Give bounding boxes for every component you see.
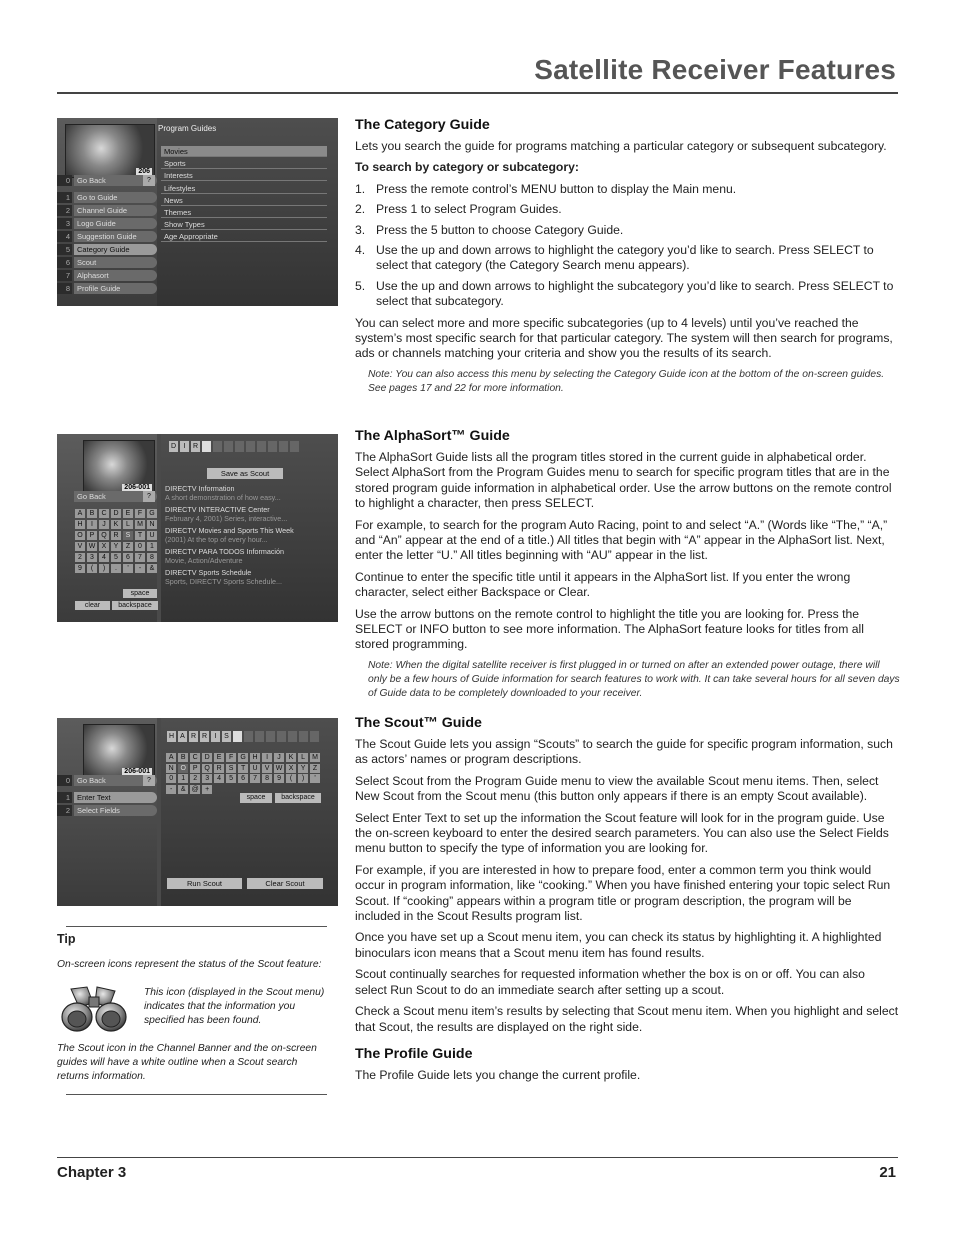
help-button[interactable]: ?	[143, 491, 155, 502]
keyboard-key[interactable]: C	[190, 753, 200, 762]
profile-p1: The Profile Guide lets you change the current profile.	[355, 1067, 641, 1082]
step-item	[355, 202, 900, 217]
menu-label: Scout	[74, 257, 157, 268]
scout-screenshot	[57, 718, 338, 906]
keyboard-key[interactable]: .	[111, 564, 121, 573]
menu-label: Go Back	[74, 175, 157, 186]
entry-slot	[202, 441, 211, 452]
entry-char: R	[190, 733, 197, 740]
category-list-item[interactable]: News	[161, 195, 327, 206]
keyboard-key[interactable]: &	[147, 564, 157, 573]
page-number: 21	[879, 1164, 896, 1181]
keyboard-key[interactable]: 1	[178, 774, 188, 783]
entry-slot	[235, 441, 244, 452]
tip-icon-text: This icon (displayed in the Scout menu) indicates that the information you specified has been found.	[144, 987, 325, 1026]
keyboard-key[interactable]: 9	[75, 564, 85, 573]
entry-slot	[255, 731, 264, 742]
tip-top-rule	[66, 926, 327, 927]
keyboard-key[interactable]: U	[147, 531, 157, 540]
keyboard-key[interactable]: P	[87, 531, 97, 540]
entry-char: R	[201, 733, 208, 740]
menu-label: Suggestion Guide	[74, 231, 157, 242]
scout-p7: Check a Scout menu item’s results by selecting that Scout menu item. When you highlight and select that Scout, the results are displayed on the right side.	[355, 1004, 899, 1034]
tv-thumbnail	[65, 124, 155, 178]
scout-p5: Once you have set up a Scout menu item, you can check its status by highlighting it. A highlighted binoculars icon means that a Scout menu item has found results.	[355, 930, 882, 960]
menu-label: Go Back	[74, 775, 157, 786]
menu-num: 1	[57, 192, 72, 203]
menu-item[interactable]	[57, 257, 157, 268]
keyboard-key[interactable]: 8	[262, 774, 272, 783]
result-title: DIRECTV PARA TODOS Información	[165, 547, 285, 556]
category-section	[355, 116, 900, 402]
keyboard-key[interactable]: I	[87, 520, 97, 529]
alphasort-p1: The AlphaSort Guide lists all the program titles stored in the current guide in alphabetical order. Select AlphaSort from the Program Guides menu to search for specific program titles that are in the stored program guide information in alphabetical order. Use the arrow buttons on the remote control to highlight a character, then press SELECT.	[355, 450, 892, 511]
keyboard-key[interactable]: K	[111, 520, 121, 529]
keyboard-key[interactable]: 4	[99, 553, 109, 562]
keyboard-key[interactable]: )	[298, 774, 308, 783]
keyboard-key[interactable]: B	[178, 753, 188, 762]
channel-number: 206-001	[124, 484, 150, 491]
keyboard-key[interactable]: 9	[274, 774, 284, 783]
keyboard-key[interactable]: E	[214, 753, 224, 762]
result-title: DIRECTV INTERACTIVE Center	[165, 505, 270, 514]
menu-num: 6	[57, 257, 72, 268]
clear-scout-button[interactable]: Clear Scout	[247, 878, 323, 889]
keyboard-key[interactable]: J	[274, 753, 284, 762]
screen-title: Program Guides	[158, 124, 217, 133]
keyboard-key[interactable]: 5	[111, 553, 121, 562]
menu-label: Profile Guide	[74, 283, 157, 294]
keyboard-key[interactable]: (	[87, 564, 97, 573]
menu-item[interactable]	[57, 205, 157, 216]
step-num: 4.	[355, 243, 366, 258]
menu-num: 2	[57, 805, 72, 816]
menu-item[interactable]	[57, 792, 157, 803]
menu-item[interactable]	[57, 270, 157, 281]
keyboard-key[interactable]: 7	[135, 553, 145, 562]
entry-slot	[290, 441, 299, 452]
keyboard-key[interactable]: Q	[202, 764, 212, 773]
space-key[interactable]: space	[240, 793, 272, 803]
menu-num: 4	[57, 231, 72, 242]
keyboard-key[interactable]: U	[250, 764, 260, 773]
tv-thumbnail	[83, 440, 155, 494]
menu-item[interactable]	[57, 192, 157, 203]
keyboard-key[interactable]: A	[75, 509, 85, 518]
keyboard-key[interactable]: A	[166, 753, 176, 762]
keyboard-key[interactable]: 6	[123, 553, 133, 562]
keyboard-key[interactable]: L	[123, 520, 133, 529]
result-item[interactable]	[165, 568, 329, 586]
menu-num: 7	[57, 270, 72, 281]
entry-char: I	[180, 441, 189, 452]
category-list-item[interactable]: Sports	[161, 158, 327, 169]
keyboard-key[interactable]: M	[135, 520, 145, 529]
result-title: DIRECTV Movies and Sports This Week	[165, 526, 294, 535]
keyboard-key[interactable]: S	[226, 764, 236, 773]
keyboard-key[interactable]: 4	[214, 774, 224, 783]
step-text: Press the 5 button to choose Category Guide.	[376, 222, 624, 237]
alphasort-p4: Use the arrow buttons on the remote control to highlight the title you are looking for. Press the SELECT or INFO button to see more information. The AlphaSort feature looks for titles from all stored programming.	[355, 606, 864, 652]
result-subtitle: (2001) At the top of every hour...	[165, 535, 268, 544]
alphasort-heading: The AlphaSort™ Guide	[355, 428, 510, 444]
keyboard-key[interactable]: H	[250, 753, 260, 762]
keyboard-key[interactable]: O	[178, 764, 188, 773]
menu-num: 2	[57, 205, 72, 216]
category-note: Note: You can also access this menu by selecting the Category Guide icon at the bottom of the on-screen guides. See pages 17 and 22 for more information.	[368, 368, 885, 394]
entry-slot	[299, 731, 308, 742]
keyboard-key[interactable]: X	[99, 542, 109, 551]
result-item[interactable]	[165, 505, 329, 523]
entry-slot	[233, 731, 242, 742]
keyboard-key[interactable]: 5	[226, 774, 236, 783]
keyboard-key[interactable]: 1	[147, 542, 157, 551]
keyboard-key[interactable]: 3	[202, 774, 212, 783]
tip-title: Tip	[57, 932, 76, 946]
scout-p4: For example, if you are interested in how to prepare food, enter a common term you think would occur in program information, like “cooking.” When you have finished entering your topic select Run Scout. If “cooking” appears within a program title or program description, the program will be included in the Scout Results program list.	[355, 862, 891, 924]
tv-thumbnail	[83, 724, 155, 778]
category-para: You can select more and more specific subcategories (up to 4 levels) until you’ve reached the system’s most specific search for that particular category. The system will then search for programs, ads or channels matching your criteria and show you the results of its search.	[355, 315, 893, 361]
keyboard-key[interactable]: @	[191, 785, 199, 793]
keyboard-key[interactable]: (	[286, 774, 296, 783]
menu-label: Alphasort	[74, 270, 157, 281]
keyboard-key[interactable]: D	[202, 753, 212, 762]
menu-label: Logo Guide	[74, 218, 157, 229]
tip-line2: The Scout icon in the Channel Banner and the on-screen guides will have a white outline when a Scout search returns information.	[57, 1043, 317, 1082]
entry-slot	[310, 731, 319, 742]
category-guide-screenshot	[57, 118, 338, 306]
keyboard-key[interactable]: 8	[147, 553, 157, 562]
keyboard-key[interactable]: F	[135, 509, 145, 518]
category-list-item[interactable]: Movies	[161, 146, 327, 157]
page-title: Satellite Receiver Features	[534, 54, 896, 85]
menu-item[interactable]	[57, 218, 157, 229]
keyboard-key[interactable]: 7	[250, 774, 260, 783]
go-back-button[interactable]	[57, 775, 157, 786]
keyboard-key[interactable]: '	[123, 564, 133, 573]
result-subtitle: Sports, DIRECTV Sports Schedule...	[165, 577, 283, 586]
scout-p3: Select Enter Text to set up the information the Scout feature will look for in the program guide. Use the on-screen keyboard to enter the desired search parameters. You can also use the Select Fields menu button to specify the type of information you are looking for.	[355, 810, 889, 856]
result-title: DIRECTV Sports Schedule	[165, 568, 252, 577]
scout-heading: The Scout™ Guide	[355, 715, 482, 731]
menu-label: Channel Guide	[74, 205, 157, 216]
category-steps-title: To search by category or subcategory:	[355, 160, 579, 175]
alphasort-note: Note: When the digital satellite receiver is first plugged in or turned on after an extended power outage, there will only be a few hours of Guide information for search features to work with. It can take several hours for all seven days of Guide data to be completely downloaded to your receiver.	[368, 659, 900, 699]
result-item[interactable]	[165, 526, 329, 544]
keyboard-key[interactable]: F	[226, 753, 236, 762]
keyboard-key[interactable]: B	[87, 509, 97, 518]
backspace-key[interactable]: backspace	[275, 793, 321, 803]
keyboard-key[interactable]: V	[75, 542, 85, 551]
menu-num: 5	[57, 244, 72, 255]
menu-num: 3	[57, 218, 72, 229]
menu-item[interactable]	[57, 231, 157, 242]
menu-label: Go to Guide	[74, 192, 157, 203]
keyboard-key[interactable]: W	[275, 764, 283, 772]
keyboard-key[interactable]: I	[262, 753, 272, 762]
step-num: 3.	[355, 222, 366, 237]
step-text: Press the remote control’s MENU button to display the Main menu.	[376, 181, 737, 196]
category-list-item[interactable]: Show Types	[161, 219, 327, 230]
keyboard-key[interactable]: T	[238, 764, 248, 773]
keyboard-key[interactable]: T	[135, 531, 145, 540]
keyboard-key[interactable]: C	[99, 509, 109, 518]
chapter-label: Chapter 3	[57, 1164, 127, 1181]
help-button[interactable]: ?	[143, 775, 155, 786]
keyboard-key[interactable]: 3	[87, 553, 97, 562]
entry-char: I	[211, 731, 220, 742]
step-text: Press 1 to select Program Guides.	[376, 202, 562, 217]
menu-item[interactable]	[57, 805, 157, 816]
keyboard-key[interactable]: M	[310, 753, 320, 762]
alphasort-screenshot	[57, 434, 338, 622]
entry-char: D	[170, 443, 177, 450]
result-subtitle: February 4, 2001) Series, interactive...	[165, 514, 288, 523]
keyboard-key[interactable]: 2	[190, 774, 200, 783]
keyboard-key[interactable]: Q	[99, 531, 109, 540]
step-num: 1.	[355, 181, 366, 196]
run-scout-button[interactable]: Run Scout	[167, 878, 242, 889]
keyboard-key[interactable]: Y	[298, 764, 308, 773]
tip-bottom-rule	[66, 1094, 327, 1095]
footer-rule	[57, 1157, 898, 1158]
go-back-button[interactable]	[57, 175, 157, 186]
result-subtitle: Movie, Action/Adventure	[165, 556, 243, 565]
keyboard-key[interactable]: L	[298, 753, 308, 762]
entry-char: R	[192, 443, 199, 450]
scout-section	[355, 714, 900, 1089]
help-button[interactable]: ?	[143, 175, 155, 186]
keyboard-key[interactable]: N	[147, 520, 157, 529]
space-key[interactable]: space	[123, 589, 157, 598]
keyboard-key[interactable]: -	[166, 785, 176, 794]
entry-char: A	[178, 731, 187, 742]
keyboard-key[interactable]: H	[75, 520, 85, 529]
channel-number: 206	[138, 168, 150, 175]
alphasort-section	[355, 427, 900, 707]
keyboard-key[interactable]: R	[214, 764, 224, 773]
keyboard-key[interactable]: J	[99, 520, 109, 529]
keyboard-key[interactable]: +	[202, 785, 212, 794]
category-heading: The Category Guide	[355, 117, 490, 133]
keyboard-key[interactable]: 2	[75, 553, 85, 562]
keyboard-key[interactable]: Z	[123, 542, 133, 551]
category-list-item[interactable]: Themes	[161, 207, 327, 218]
keyboard-key[interactable]: N	[166, 764, 176, 773]
menu-num: 8	[57, 283, 72, 294]
result-subtitle: A short demonstration of how easy...	[165, 493, 281, 502]
entry-slot	[213, 441, 222, 452]
keyboard-key[interactable]: R	[111, 531, 121, 540]
category-list-item[interactable]: Lifestyles	[161, 183, 327, 194]
step-item	[355, 182, 900, 197]
menu-num: 1	[57, 792, 72, 803]
entry-slot	[277, 731, 286, 742]
save-as-scout-button[interactable]: Save as Scout	[207, 468, 283, 479]
keyboard-key[interactable]: G	[147, 509, 157, 518]
entry-slot	[279, 441, 288, 452]
category-intro: Lets you search the guide for programs matching a particular category or subsequent subcategory.	[355, 139, 887, 153]
keyboard-key[interactable]: O	[75, 531, 85, 540]
backspace-key[interactable]: backspace	[112, 601, 158, 610]
result-item[interactable]	[165, 484, 329, 502]
keyboard-key[interactable]: W	[88, 543, 96, 550]
step-num: 5.	[355, 278, 366, 293]
keyboard-key[interactable]: )	[99, 564, 109, 573]
keyboard-key[interactable]: 0	[166, 774, 176, 783]
keyboard-key[interactable]: Z	[310, 764, 320, 773]
channel-number: 206-001	[124, 768, 150, 775]
menu-num: 0	[57, 175, 72, 186]
result-item[interactable]	[165, 547, 329, 565]
menu-item[interactable]	[57, 244, 157, 255]
scout-p6: Scout continually searches for requested information whether the box is on or off. You can also select Run Scout to do an immediate search after setting up a scout.	[355, 967, 865, 997]
menu-label: Go Back	[74, 491, 157, 502]
keyboard-key[interactable]: -	[135, 564, 145, 573]
step-text: Use the up and down arrows to highlight the subcategory you’d like to search. Press SELECT to select that subcategory.	[376, 278, 894, 309]
menu-label: Select Fields	[74, 805, 157, 816]
tip-line1: On-screen icons represent the status of the Scout feature:	[57, 959, 322, 970]
keyboard-key[interactable]: V	[262, 764, 272, 773]
step-num: 2.	[355, 202, 366, 217]
keyboard-key[interactable]: D	[111, 509, 121, 518]
entry-char: S	[222, 731, 231, 742]
category-steps	[355, 182, 900, 310]
step-item	[355, 223, 900, 238]
entry-slot	[244, 731, 253, 742]
keyboard-key[interactable]: P	[190, 764, 200, 773]
step-text: Use the up and down arrows to highlight the category you’d like to search. Press SELECT to select that category (the Category Search menu appears).	[376, 243, 874, 273]
entry-slot	[268, 441, 277, 452]
keyboard-key[interactable]: Y	[111, 542, 121, 551]
result-title: DIRECTV Information	[165, 484, 235, 493]
scout-p1: The Scout Guide lets you assign “Scouts” to search the guide for specific program information, such as actors’ names or program descriptions.	[355, 737, 893, 767]
entry-slot	[246, 441, 255, 452]
keyboard-key[interactable]: &	[178, 785, 188, 794]
onscreen-keyboard	[75, 509, 157, 573]
category-list-item[interactable]: Age Appropriate	[161, 231, 327, 242]
keyboard-key[interactable]: S	[123, 531, 133, 540]
entry-slot	[266, 731, 275, 742]
keyboard-key[interactable]: '	[310, 774, 320, 783]
clear-key[interactable]: clear	[75, 601, 110, 610]
alphasort-p3: Continue to enter the specific title until it appears in the AlphaSort list. If you enter the wrong character, select either Backspace or Clear.	[355, 569, 851, 600]
scout-p2: Select Scout from the Program Guide menu to view the available Scout menu items. Then, select New Scout from the Scout menu (this button only appears if there is an empty Scout available).	[355, 773, 879, 804]
binoculars-icon	[57, 983, 131, 1035]
keyboard-key[interactable]: 6	[238, 774, 248, 783]
keyboard-key[interactable]: K	[286, 753, 296, 762]
profile-heading: The Profile Guide	[355, 1045, 473, 1062]
onscreen-keyboard	[166, 753, 320, 794]
menu-num: 0	[57, 775, 72, 786]
entry-char: H	[168, 733, 175, 740]
menu-item[interactable]	[57, 283, 157, 294]
entry-slot	[288, 731, 297, 742]
keyboard-key[interactable]: G	[238, 753, 248, 762]
entry-slot	[257, 441, 266, 452]
step-item	[355, 243, 900, 274]
alphasort-p2: For example, to search for the program Auto Racing, point to and select “A.” (Words like “The,” “A,” and “An” appear at the end of a title.) All titles that begin with “A” appear in the AlphaSort list. Next, enter the letter “U.” All titles beginning with “AU” appear in the list.	[355, 517, 888, 563]
step-item	[355, 279, 900, 310]
entry-slot	[224, 441, 233, 452]
menu-label: Category Guide	[74, 244, 157, 255]
keyboard-key[interactable]: E	[123, 509, 133, 518]
keyboard-key[interactable]: 0	[135, 542, 145, 551]
header-rule	[57, 92, 898, 94]
menu-label: Enter Text	[74, 792, 157, 803]
keyboard-key[interactable]: X	[286, 764, 296, 773]
category-list-item[interactable]: Interests	[161, 170, 327, 181]
